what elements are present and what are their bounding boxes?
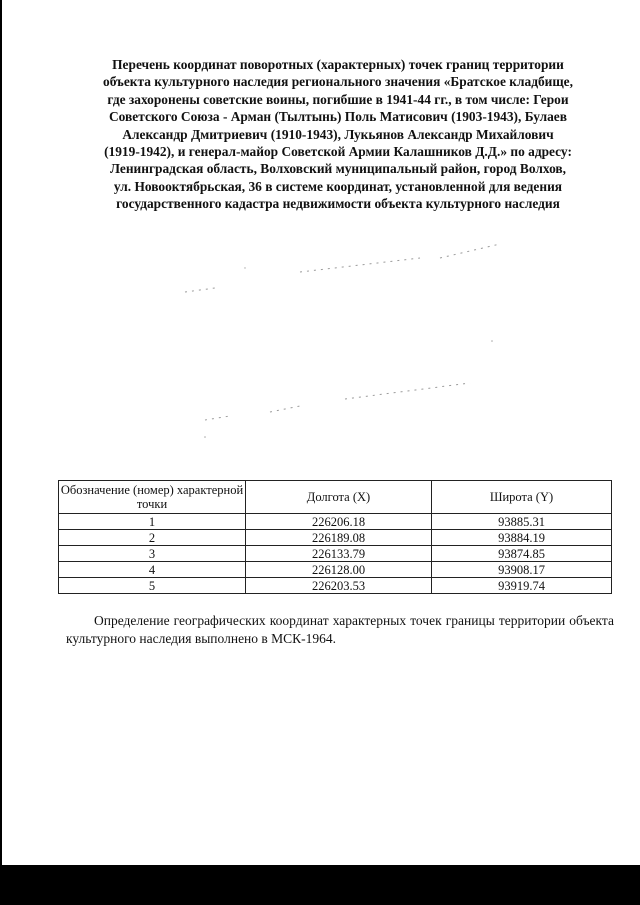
title-line: Перечень координат поворотных (характерных) точек границ территории (112, 57, 564, 72)
longitude-value: 226128.00 (246, 562, 432, 578)
point-number: 3 (59, 546, 246, 562)
table-row (59, 562, 612, 578)
title-line: Советского Союза - Арман (Тылтынь) Поль Матисович (1903-1943), Булаев (109, 109, 567, 125)
coordinates-table (58, 480, 612, 594)
table-header-row (59, 481, 612, 514)
longitude-value: 226189.08 (246, 530, 432, 546)
point-number: 2 (59, 530, 246, 546)
title-line: объекта культурного наследия регионального значения «Братское кладбище, (103, 74, 573, 90)
title-line: Александр Дмитриевич (1910-1943), Лукьянов Александр Михайлович (122, 126, 554, 142)
title-line: ул. Новооктябрьская, 36 в системе координат, установленной для ведения (113, 178, 563, 194)
table-row (59, 514, 612, 530)
point-number: 5 (59, 578, 246, 594)
longitude-value: 226203.53 (246, 578, 432, 594)
latitude-value: 93908.17 (432, 562, 612, 578)
scan-bottom-band (0, 865, 640, 905)
title-line: Ленинградская область, Волховский муниципальный район, город Волхов, (109, 161, 567, 177)
title-line: (1919-1942), и генерал-майор Советской Армии Калашников Д.Д.» по адресу: (104, 144, 572, 160)
latitude-value: 93919.74 (432, 578, 612, 594)
longitude-value: 226133.79 (246, 546, 432, 562)
point-number: 4 (59, 562, 246, 578)
latitude-value: 93884.19 (432, 530, 612, 546)
longitude-value: 226206.18 (246, 514, 432, 530)
header-latitude: Широта (Y) (432, 481, 612, 514)
title-line: государственного кадастра недвижимости объекта культурного наследия (116, 196, 560, 212)
title-line: где захоронены советские воины, погибшие в 1941-44 гг., в том числе: Герои (107, 91, 569, 107)
table-row (59, 530, 612, 546)
latitude-value: 93885.31 (432, 514, 612, 530)
coordinate-system-note: Определение географических координат характерных точек границы территории объекта культурного наследия выполнено в МСК-1964. (66, 613, 614, 646)
table-row (59, 578, 612, 594)
header-longitude: Долгота (X) (246, 481, 432, 514)
point-number: 1 (59, 514, 246, 530)
latitude-value: 93874.85 (432, 546, 612, 562)
table-row (59, 546, 612, 562)
header-point-number: Обозначение (номер) характерной точки (59, 481, 246, 514)
